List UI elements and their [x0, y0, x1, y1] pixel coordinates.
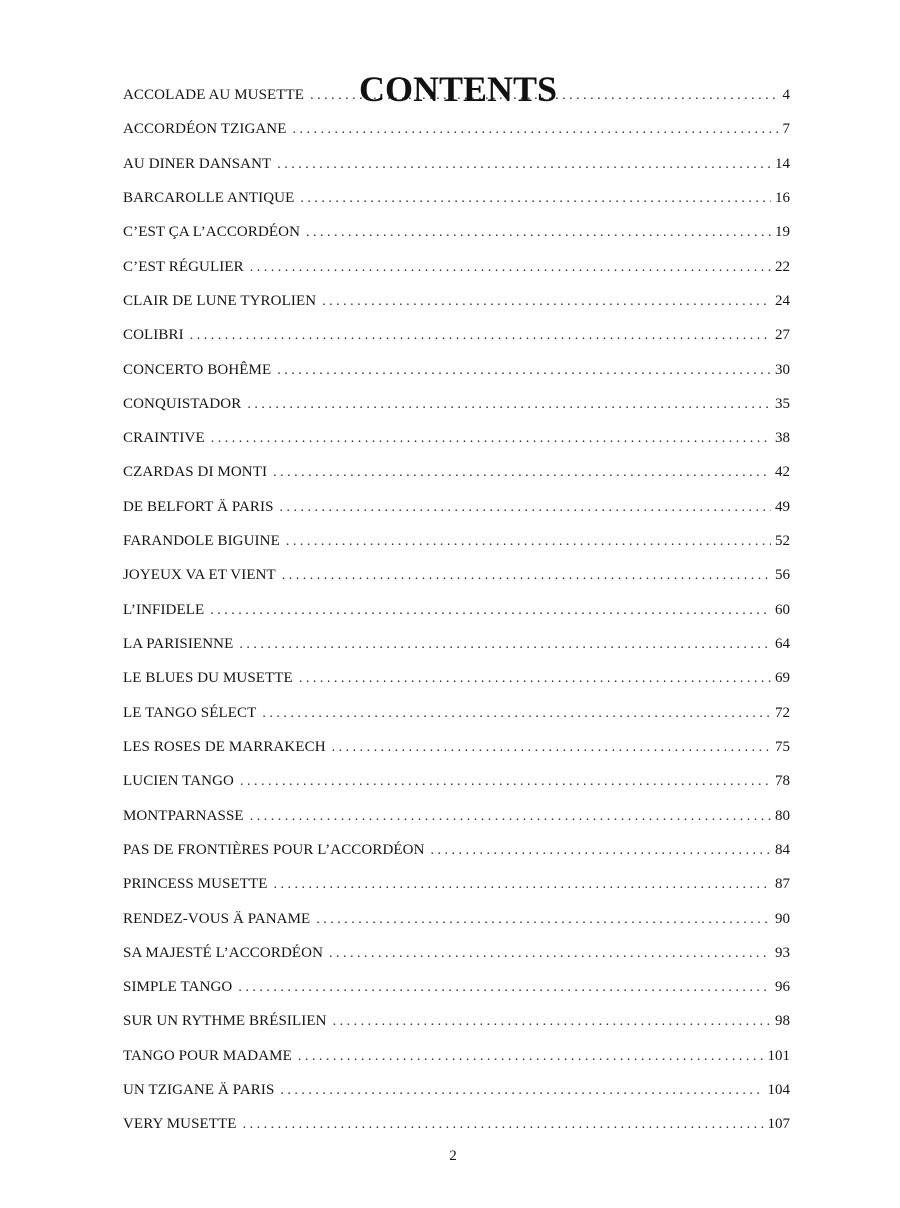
dot-leader: [300, 188, 771, 210]
toc-entry-title: FARANDOLE BIGUINE: [123, 533, 280, 550]
dot-leader: [250, 257, 771, 279]
toc-entry-title: CZARDAS DI MONTI: [123, 464, 268, 481]
toc-entry-page-number: 75: [775, 738, 790, 755]
dot-leader: [286, 531, 771, 553]
toc-entry[interactable]: [123, 359, 790, 393]
dot-leader: [299, 668, 771, 690]
toc-entry[interactable]: [123, 290, 790, 324]
toc-entry-page-number: 52: [775, 533, 790, 550]
toc-entry[interactable]: [123, 599, 790, 633]
toc-entry-title: BARCAROLLE ANTIQUE: [123, 189, 295, 206]
toc-entry[interactable]: [123, 324, 790, 358]
dot-leader: [322, 291, 771, 313]
toc-entry-title: RENDEZ-VOUS Ä PANAME: [123, 910, 311, 927]
page-title: CONTENTS: [358, 69, 558, 110]
toc-entry-page-number: 27: [775, 327, 790, 344]
toc-entry-title: UN TZIGANE Ä PARIS: [123, 1082, 275, 1099]
toc-entry-page-number: 38: [775, 430, 790, 447]
toc-entry-title: VERY MUSETTE: [123, 1116, 237, 1133]
dot-leader: [210, 600, 771, 622]
toc-entry[interactable]: [123, 1010, 790, 1044]
toc-entry-title: PRINCESS MUSETTE: [123, 876, 268, 893]
toc-entry-page-number: 22: [775, 258, 790, 275]
toc-entry-page-number: 104: [767, 1082, 790, 1099]
toc-entry[interactable]: [123, 1113, 790, 1147]
toc-entry-title: ACCOLADE AU MUSETTE: [123, 87, 305, 103]
toc-entry-page-number: 78: [775, 773, 790, 790]
toc-entry-title: ACCORDÉON TZIGANE: [123, 121, 287, 138]
toc-entry[interactable]: [123, 908, 790, 942]
toc-entry-page-number: 30: [775, 361, 790, 378]
toc-entry-page-number: 60: [775, 601, 790, 618]
toc-entry-title: JOYEUX VA ET VIENT: [123, 567, 276, 584]
toc-entry[interactable]: [123, 873, 790, 907]
toc-entry-title: L’INFIDELE: [123, 601, 205, 618]
toc-entry-title: TANGO POUR MADAME: [123, 1047, 292, 1064]
dot-leader: [211, 428, 771, 450]
dot-leader: [310, 85, 778, 107]
toc-entry-title: COLIBRI: [123, 327, 184, 344]
dot-leader: [238, 977, 771, 999]
dot-leader: [262, 703, 771, 725]
toc-entry[interactable]: [123, 153, 790, 187]
toc-entry-title: LE TANGO SÉLECT: [123, 704, 257, 721]
toc-entry[interactable]: [123, 770, 790, 804]
dot-leader: [190, 325, 771, 347]
toc-entry-page-number: 93: [775, 944, 790, 961]
toc-entry[interactable]: [123, 393, 790, 427]
toc-entry[interactable]: [123, 221, 790, 255]
dot-leader: [431, 840, 771, 862]
toc-entry[interactable]: [123, 667, 790, 701]
dot-leader: [273, 462, 771, 484]
toc-entry-title: LA PARISIENNE: [123, 636, 234, 652]
dot-leader: [277, 154, 771, 176]
dot-leader: [247, 394, 771, 416]
toc-entry[interactable]: [123, 633, 790, 667]
dot-leader: [282, 565, 771, 587]
toc-entry-title: C’EST ÇA L’ACCORDÉON: [123, 224, 301, 241]
dot-leader: [306, 222, 771, 244]
toc-entry-page-number: 16: [775, 189, 790, 206]
toc-entry-title: DE BELFORT Ä PARIS: [123, 498, 274, 515]
dot-leader: [333, 1011, 771, 1033]
toc-entry-page-number: 7: [782, 121, 790, 138]
dot-leader: [280, 497, 771, 519]
toc-entry-page-number: 87: [775, 876, 790, 893]
toc-entry-page-number: 56: [775, 567, 790, 584]
toc-entry-page-number: 24: [775, 292, 790, 309]
toc-entry[interactable]: [123, 187, 790, 221]
toc-entry[interactable]: [123, 256, 790, 290]
toc-entry-title: MONTPARNASSE: [123, 807, 244, 824]
table-of-contents: [123, 84, 790, 1148]
toc-entry-page-number: 101: [767, 1047, 790, 1064]
toc-entry-title: LE BLUES DU MUSETTE: [123, 670, 293, 687]
toc-entry-page-number: 96: [775, 979, 790, 996]
toc-entry[interactable]: [123, 427, 790, 461]
toc-entry-page-number: 84: [775, 841, 790, 858]
toc-entry-page-number: 42: [775, 464, 790, 481]
dot-leader: [277, 360, 771, 382]
toc-entry-page-number: 98: [775, 1013, 790, 1030]
toc-entry[interactable]: [123, 1079, 790, 1113]
toc-entry-title: CONCERTO BOHÊME: [123, 361, 272, 378]
toc-entry-title: SA MAJESTÉ L’ACCORDÉON: [123, 944, 324, 961]
toc-entry-page-number: 4: [782, 87, 790, 103]
page-number: 2: [449, 1148, 457, 1164]
toc-entry-title: LES ROSES DE MARRAKECH: [123, 738, 326, 755]
toc-entry-title: SIMPLE TANGO: [123, 979, 233, 996]
toc-entry[interactable]: [123, 496, 790, 530]
toc-entry[interactable]: [123, 736, 790, 770]
toc-entry-page-number: 107: [767, 1116, 790, 1133]
dot-leader: [280, 1080, 763, 1102]
toc-entry-title: CRAINTIVE: [123, 430, 205, 447]
toc-entry-page-number: 49: [775, 498, 790, 515]
toc-entry[interactable]: [123, 118, 790, 152]
dot-leader: [332, 737, 771, 759]
dot-leader: [239, 634, 771, 656]
toc-entry-title: AU DINER DANSANT: [123, 155, 272, 172]
toc-entry-page-number: 35: [775, 395, 790, 412]
dot-leader: [250, 806, 771, 828]
toc-entry[interactable]: [123, 1045, 790, 1079]
toc-entry[interactable]: [123, 976, 790, 1010]
dot-leader: [298, 1046, 764, 1068]
toc-entry-page-number: 80: [775, 807, 790, 824]
toc-entry-title: LUCIEN TANGO: [123, 773, 234, 790]
toc-entry[interactable]: [123, 564, 790, 598]
dot-leader: [329, 943, 771, 965]
dot-leader: [293, 119, 779, 141]
toc-entry-title: C’EST RÉGULIER: [123, 258, 244, 275]
toc-entry[interactable]: [123, 942, 790, 976]
toc-entry-page-number: 72: [775, 704, 790, 721]
toc-entry-page-number: 64: [775, 636, 790, 652]
toc-entry-title: CLAIR DE LUNE TYROLIEN: [123, 292, 317, 309]
toc-entry-page-number: 19: [775, 224, 790, 241]
toc-entry-page-number: 69: [775, 670, 790, 687]
dot-leader: [243, 1114, 764, 1136]
dot-leader: [316, 909, 771, 931]
toc-entry-page-number: 90: [775, 910, 790, 927]
dot-leader: [240, 771, 771, 793]
toc-entry-title: SUR UN RYTHME BRÉSILIEN: [123, 1013, 327, 1030]
toc-entry-title: PAS DE FRONTIÈRES POUR L’ACCORDÉON: [123, 841, 425, 858]
toc-entry[interactable]: [123, 805, 790, 839]
toc-entry[interactable]: [123, 839, 790, 873]
toc-entry[interactable]: [123, 84, 790, 118]
toc-entry-title: CONQUISTADOR: [123, 395, 242, 412]
dot-leader: [274, 874, 771, 896]
toc-entry[interactable]: [123, 530, 790, 564]
toc-entry[interactable]: [123, 702, 790, 736]
toc-entry[interactable]: [123, 461, 790, 495]
toc-entry-page-number: 14: [775, 155, 790, 172]
